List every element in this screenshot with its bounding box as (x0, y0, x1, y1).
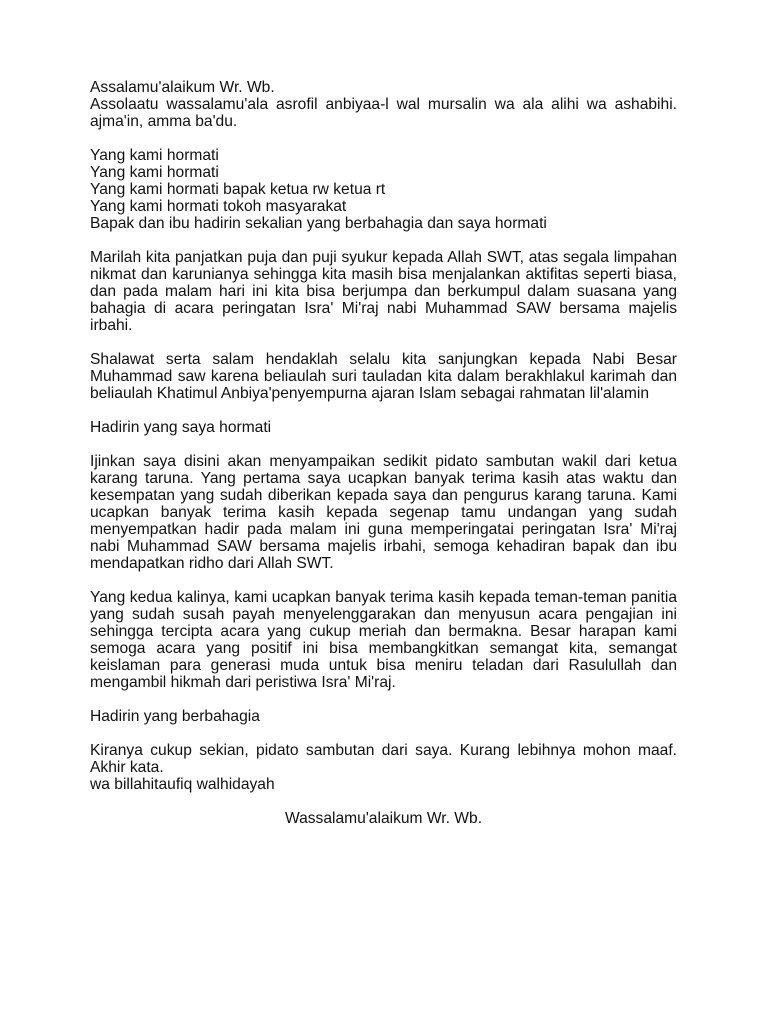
body-paragraph-2: Shalawat serta salam hendaklah selalu kita sanjungkan kepada Nabi Besar Muhammad saw karena beliaulah suri tauladan kita dalam berakhlakul karimah dan beliaulah Khatimul Anbiya'penyempurna ajaran Islam sebagai rahmatan lil'alamin (90, 351, 677, 402)
salutation-line: Yang kami hormati bapak ketua rw ketua rt (90, 181, 386, 198)
document-page (90, 79, 677, 844)
closing-greeting: Wassalamu'alaikum Wr. Wb. (284, 810, 483, 827)
salutation-line: Bapak dan ibu hadirin sekalian yang berbahagia dan saya hormati (90, 215, 547, 232)
section-heading-1: Hadirin yang saya hormati (90, 419, 272, 436)
section-heading-2: Hadirin yang berbahagia (90, 708, 260, 725)
body-paragraph-3: Ijinkan saya disini akan menyampaikan sedikit pidato sambutan wakil dari ketua karang taruna. Yang pertama saya ucapkan banyak terima kasih atas waktu dan kesempatan yang sudah diberikan kepada saya dan pengurus karang taruna. Kami ucapkan banyak terima kasih kepada segenap tamu undangan yang sudah menyempatkan hadir pada malam ini guna memperingatai peringatan Isra' Mi'raj nabi Muhammad SAW bersama majelis irbahi, semoga kehadiran bapak dan ibu mendapatkan ridho dari Allah SWT. (90, 453, 677, 572)
opening-block (90, 79, 677, 130)
greeting-line: Assalamu'alaikum Wr. Wb. (90, 79, 275, 96)
salutations-block (90, 147, 677, 232)
closing-prayer-line: wa billahitaufiq walhidayah (90, 776, 275, 793)
body-paragraph-5: Kiranya cukup sekian, pidato sambutan dari saya. Kurang lebihnya mohon maaf. Akhir kata. (90, 742, 677, 776)
closing-paragraph (90, 742, 677, 793)
body-paragraph-1: Marilah kita panjatkan puja dan puji syukur kepada Allah SWT, atas segala limpahan nikmat dan karunianya sehingga kita masih bisa menjalankan aktifitas seperti biasa, dan pada malam hari ini kita bisa berjumpa dan berkumpul dalam suasana yang bahagia di acara peringatan Isra' Mi'raj nabi Muhammad SAW bersama majelis irbahi. (90, 249, 677, 334)
salutation-line: Yang kami hormati (90, 147, 219, 164)
salutation-line: Yang kami hormati (90, 164, 219, 181)
salawat-line: Assolaatu wassalamu'ala asrofil anbiyaa-l wal mursalin wa ala alihi wa ashabihi. ajma'in, amma ba'du. (90, 96, 677, 130)
body-paragraph-4: Yang kedua kalinya, kami ucapkan banyak terima kasih kepada teman-teman panitia yang sudah susah payah menyelenggarakan dan menyusun acara pengajian ini sehingga tercipta acara yang cukup meriah dan bermakna. Besar harapan kami semoga acara yang positif ini bisa membangkitkan semangat kita, semangat keislaman para generasi muda untuk bisa meniru teladan dari Rasulullah dan mengambil hikmah dari peristiwa Isra' Mi'raj. (90, 589, 677, 691)
salutation-line: Yang kami hormati tokoh masyarakat (90, 198, 347, 215)
